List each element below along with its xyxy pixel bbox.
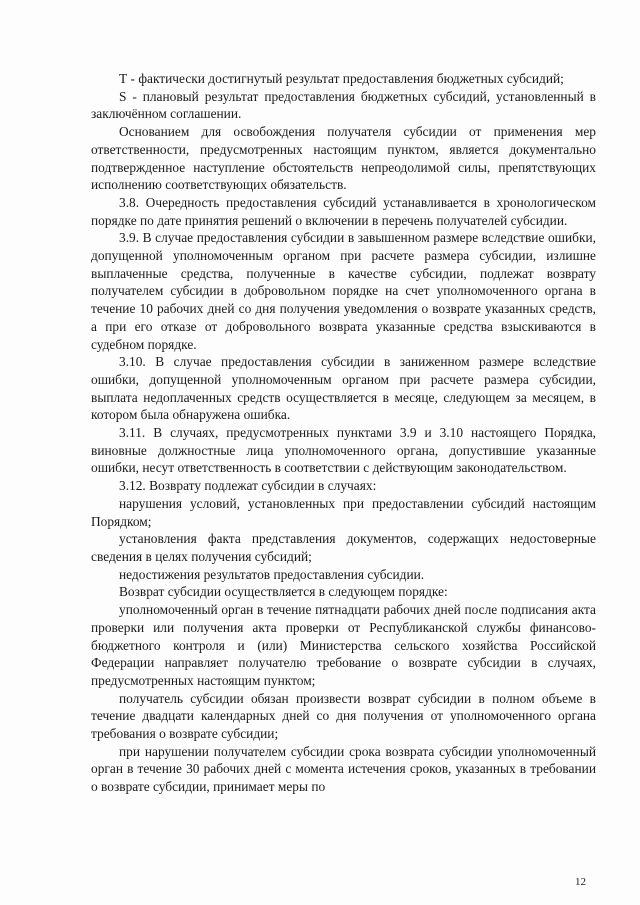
paragraph-force-majeure: Основанием для освобождения получателя субсидии от применения мер ответственности, предусмотренных настоящим пунктом, является документально подтвержденное наступление обстоятельств непреодолимой силы, препятствующих исполнению соответствующих обязательств.: [91, 124, 596, 193]
paragraph-3-8: 3.8. Очередность предоставления субсидий устанавливается в хронологическом порядке по дате принятия решений о включении в перечень получателей субсидии.: [91, 194, 596, 228]
paragraph-case-violation: нарушения условий, установленных при предоставлении субсидий настоящим Порядком;: [91, 495, 596, 529]
paragraph-case-false-docs: установления факта представления документов, содержащих недостоверные сведения в целях получения субсидий;: [91, 531, 596, 564]
paragraph-authority-demand: уполномоченный орган в течение пятнадцати рабочих дней после подписания акта проверки или получения акта проверки от Республиканской службы финансово-бюджетного контроля и (или) Министерства сельского хозяйства Российской Федерации направляет получателю требование о возврате субсидии в случаях, предусмотренных настоящим пунктом;: [91, 602, 596, 688]
paragraph-3-12: 3.12. Возврату подлежат субсидии в случаях:: [119, 478, 377, 494]
page-number: 12: [575, 876, 586, 888]
paragraph-case-results: недостижения результатов предоставления субсидии.: [119, 566, 425, 582]
paragraph-s-definition: S - плановый результат предоставления бюджетных субсидий, установленный в заключённом соглашении.: [91, 88, 596, 122]
paragraph-deadline-violation: при нарушении получателем субсидии срока возврата субсидии уполномоченный орган в течение 30 рабочих дней с момента истечения сроков, указанных в требовании о возврате субсидии, принимает меры по: [91, 743, 596, 795]
paragraph-recipient-obligation: получатель субсидии обязан произвести возврат субсидии в полном объеме в течение двадцати календарных дней со дня получения от уполномоченного органа требования о возврате субсидии;: [91, 690, 596, 742]
paragraph-t-definition: Т - фактически достигнутый результат предоставления бюджетных субсидий;: [119, 71, 564, 86]
document-body: [91, 70, 596, 796]
paragraph-return-order: Возврат субсидии осуществляется в следующем порядке:: [119, 584, 448, 600]
paragraph-3-11: 3.11. В случаях, предусмотренных пунктами 3.9 и 3.10 настоящего Порядка, виновные должностные лица уполномоченного органа, допустившие указанные ошибки, несут ответственность в соответствии с действующим законодательством.: [91, 425, 596, 476]
paragraph-3-9: 3.9. В случае предоставления субсидии в завышенном размере вследствие ошибки, допущенной уполномоченным органом при расчете размера субсидии, излишне выплаченные средства, полученные в качестве субсидии, подлежат возврату получателем субсидии в добровольном порядке на счет уполномоченного органа в течение 10 рабочих дней со дня получения уведомления о возврате указанных средств, а при его отказе от добровольного возврата указанные средства взыскиваются в судебном порядке.: [91, 230, 596, 352]
paragraph-3-10: 3.10. В случае предоставления субсидии в заниженном размере вследствие ошибки, допущенной уполномоченным органом при расчете размера субсидии, выплата недоплаченных средств осуществляется в месяце, следующем за месяцем, в котором была обнаружена ошибка.: [91, 354, 596, 423]
